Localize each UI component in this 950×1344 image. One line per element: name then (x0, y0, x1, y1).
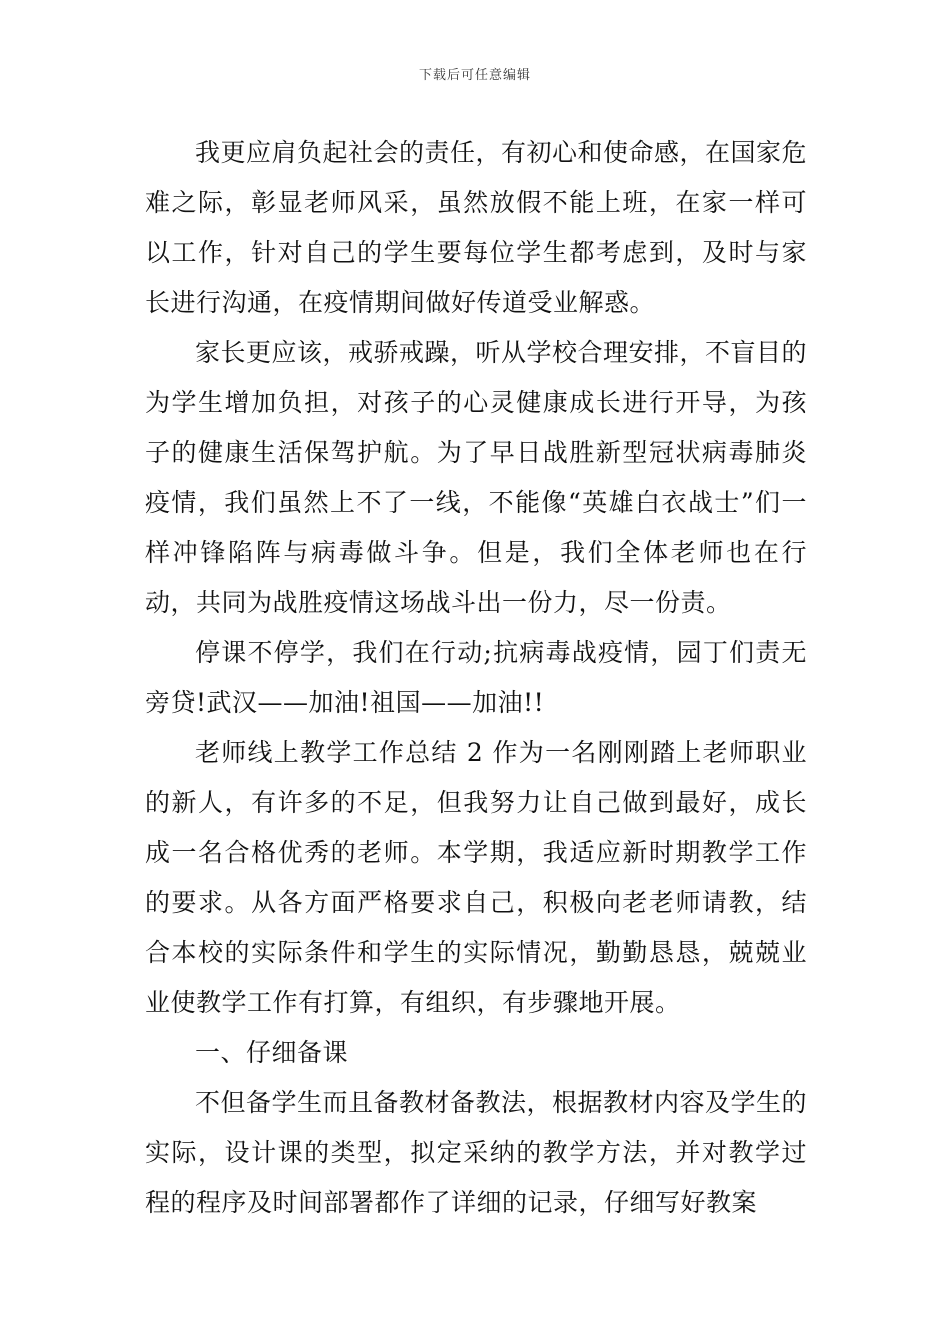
paragraph-5: 不但备学生而且备教材备教法，根据教材内容及学生的实际，设计课的类型，拟定采纳的教学方法，并对教学过程的程序及时间部署都作了详细的记录，仔细写好教案 (145, 1088, 808, 1217)
document-body (145, 128, 807, 1228)
paragraph-2: 家长更应该，戒骄戒躁，听从学校合理安排，不盲目的为学生增加负担，对孩子的心灵健康成长进行开导，为孩子的健康生活保驾护航。为了早日战胜新型冠状病毒肺炎疫情，我们虽然上不了一线，不能像“英雄白衣战士”们一样冲锋陷阵与病毒做斗争。但是，我们全体老师也在行动，共同为战胜疫情这场战斗出一份力，尽一份责。 (145, 338, 808, 617)
paragraph-3: 停课不停学，我们在行动;抗病毒战疫情，园丁们责无旁贷!武汉——加油!祖国——加油!! (145, 638, 807, 717)
paragraph-1: 我更应肩负起社会的责任，有初心和使命感，在国家危难之际，彰显老师风采，虽然放假不能上班，在家一样可以工作，针对自己的学生要每位学生都考虑到，及时与家长进行沟通，在疫情期间做好传道受业解惑。 (145, 138, 808, 317)
paragraph-4: 老师线上教学工作总结 2 作为一名刚刚踏上老师职业的新人，有许多的不足，但我努力让自己做到最好，成长成一名合格优秀的老师。本学期，我适应新时期教学工作的要求。从各方面严格要求自己，积极向老老师请教，结合本校的实际条件和学生的实际情况，勤勤恳恳，兢兢业业使教学工作有打算，有组织，有步骤地开展。 (145, 738, 807, 1017)
page-header: 下载后可任意编辑 (418, 68, 531, 83)
section-heading: 一、仔细备课 (195, 1038, 349, 1067)
